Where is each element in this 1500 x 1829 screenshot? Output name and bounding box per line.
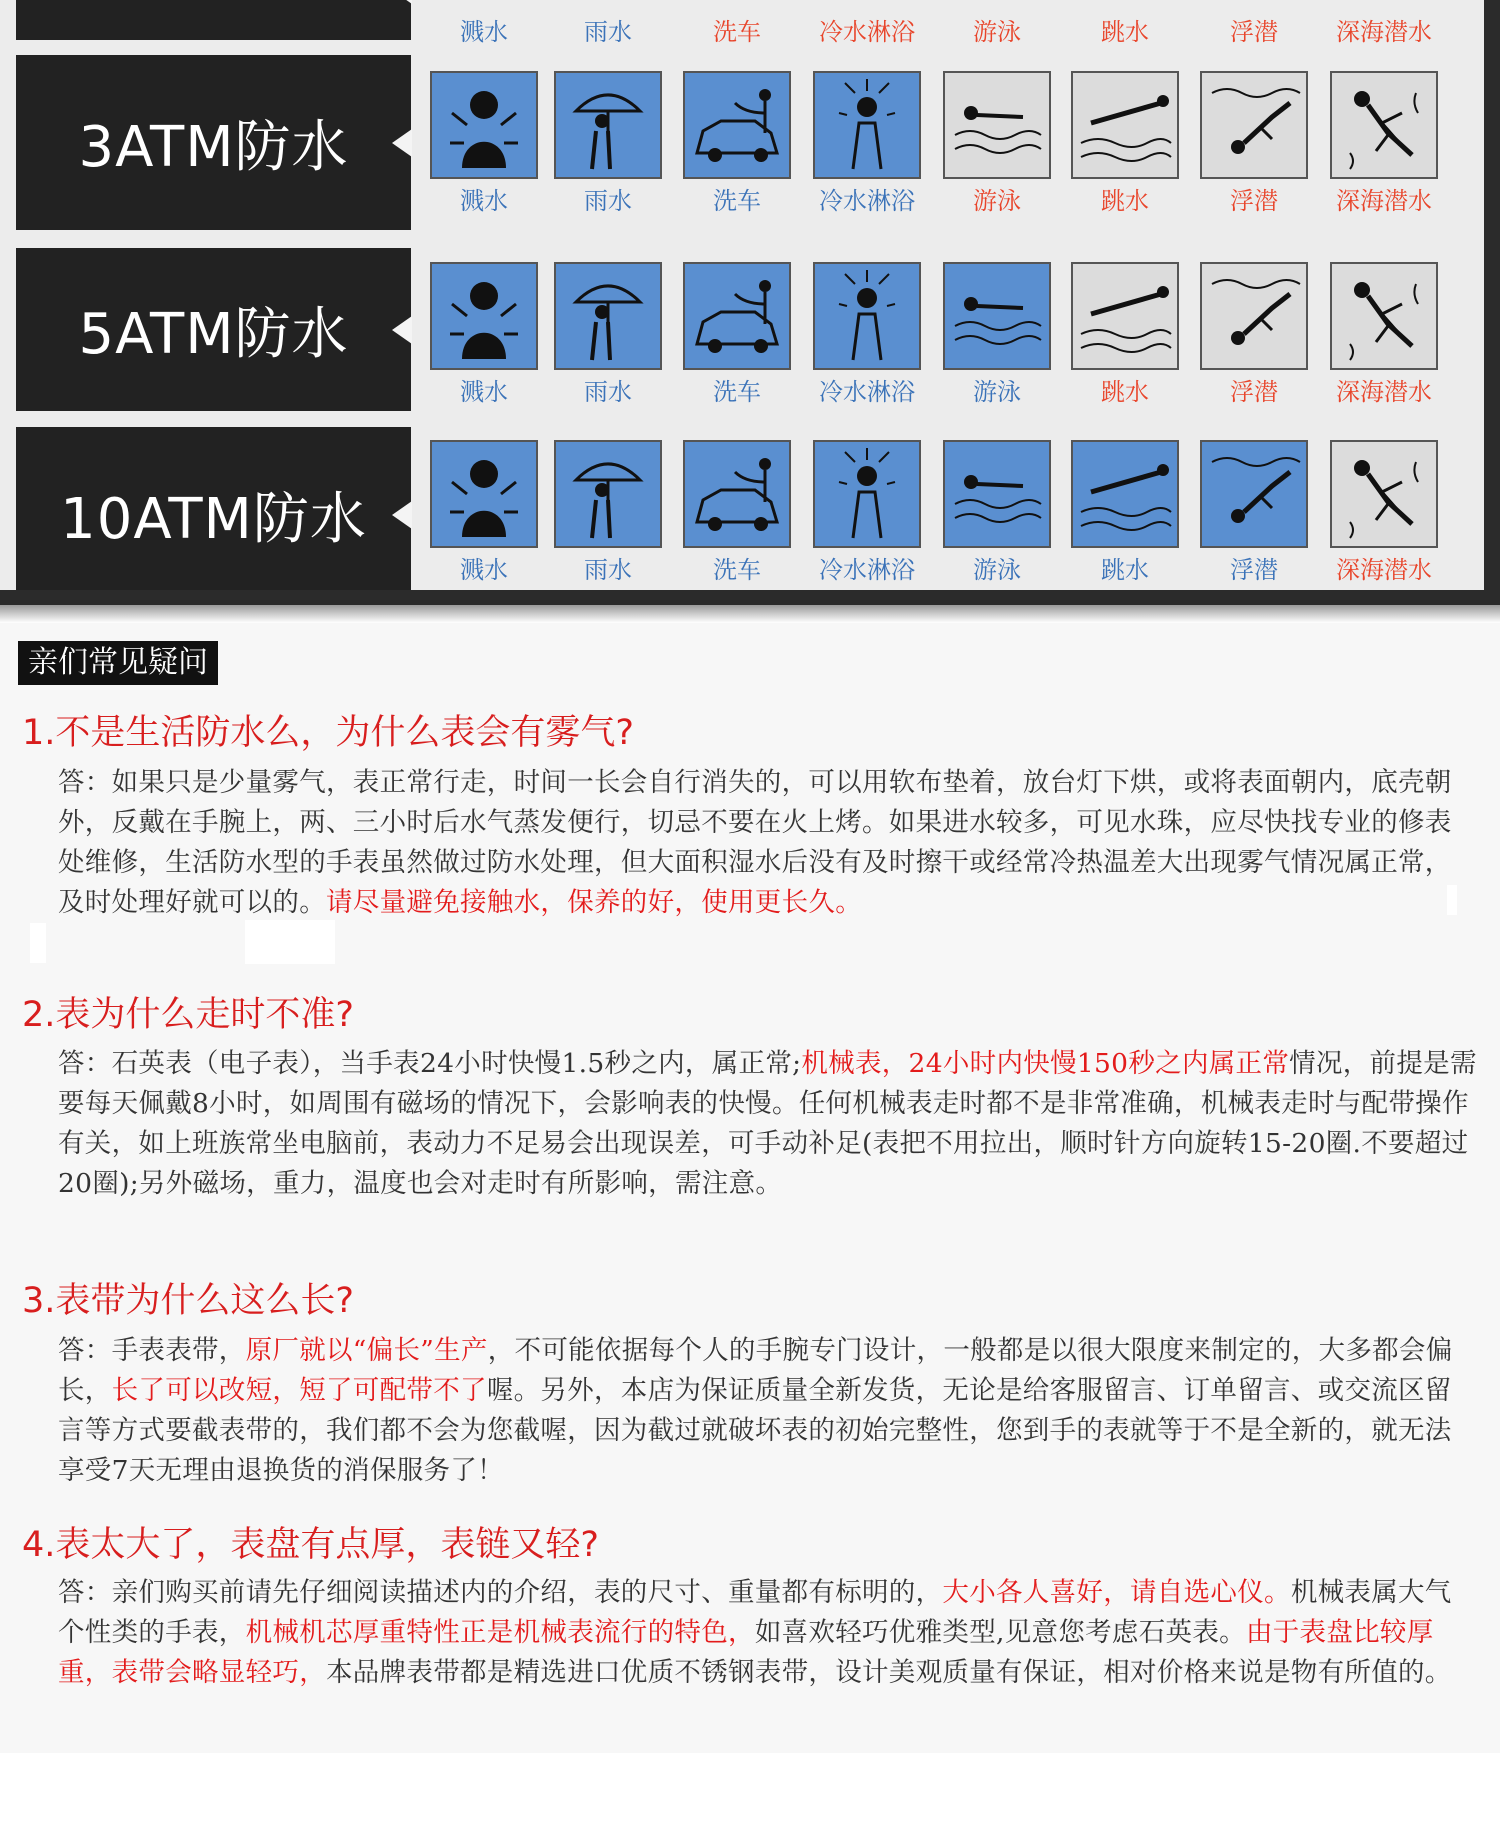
deep-dive-icon — [1330, 440, 1438, 548]
chart-border — [1484, 0, 1500, 612]
faq-question-1: 1.不是生活防水么，为什么表会有雾气? — [22, 713, 634, 753]
answer-text: 喔。另外，本店为保证质量全新发货，无论是给客服留言、订单留言、或交流区留言等方式要截表带的，我们都不会为您截喔，因为截过就破坏表的初始完整性，您到手的表就等于不是全新的，就无法享受7天无理由退换货的消保服务了！ — [58, 1375, 1452, 1486]
dive-icon — [1071, 440, 1179, 548]
activity-caption: 浮潜 — [1230, 556, 1278, 584]
activity-caption: 洗车 — [713, 18, 761, 46]
activity-caption: 雨水 — [584, 187, 632, 215]
activity-caption: 冷水淋浴 — [819, 18, 915, 46]
splash-icon — [430, 262, 538, 370]
deep-dive-icon — [1330, 71, 1438, 179]
atm-rating-label: 3ATM防水 — [16, 55, 411, 230]
activity-caption: 浮潜 — [1230, 187, 1278, 215]
answer-text: ，不可能依据每个人的手腕专门设计，一般都是以很大限度来制定的，大多都会偏长， — [58, 1335, 1453, 1406]
atm-rating-label — [16, 0, 411, 40]
rain-umbrella-icon — [554, 71, 662, 179]
atm-rating-label: 5ATM防水 — [16, 248, 411, 411]
splash-icon — [430, 440, 538, 548]
car-wash-icon — [683, 262, 791, 370]
answer-text: 如喜欢轻巧优雅类型,见意您考虑石英表。 — [754, 1617, 1246, 1648]
answer-text: 情况，前提是需要每天佩戴8小时，如周围有磁场的情况下，会影响表的快慢。任何机械表走时都不是非常准确，机械表走时与配带操作有关，如上班族常坐电脑前，表动力不足易会出现误差，可手动补足(表把不用拉出，顺时针方向旋转15-20圈.不要超过20圈);另外磁场，重力，温度也会对走时有所影响，需注意。 — [58, 1048, 1477, 1199]
answer-text: 本品牌表带都是精选进口优质不锈钢表带，设计美观质量有保证，相对价格来说是物有所值的。 — [326, 1657, 1452, 1688]
activity-caption: 跳水 — [1101, 18, 1149, 46]
rain-umbrella-icon — [554, 440, 662, 548]
activity-caption: 深海潜水 — [1336, 187, 1432, 215]
decor-block — [245, 920, 335, 964]
highlighted-text: 原厂就以“偏长”生产 — [245, 1335, 488, 1366]
water-resistance-chart — [0, 0, 1500, 612]
dive-icon — [1071, 262, 1179, 370]
highlighted-text: 机械机芯厚重特性正是机械表流行的特色， — [245, 1617, 755, 1648]
faq-question-3: 3.表带为什么这么长? — [22, 1281, 354, 1321]
activity-caption: 游泳 — [973, 556, 1021, 584]
swim-icon — [943, 440, 1051, 548]
faq-answer-1 — [58, 763, 1478, 923]
answer-text: 答：如果只是少量雾气，表正常行走，时间一长会自行消失的，可以用软布垫着，放台灯下烘，或将表面朝内，底壳朝外，反戴在手腕上，两、三小时后水气蒸发便行，切忌不要在火上烤。如果进水较多，可见水珠，应尽快找专业的修表处维修，生活防水型的手表虽然做过防水处理，但大面积湿水后没有及时擦干或经常冷热温差大出现雾气情况属正常，及时处理好就可以的。 — [58, 767, 1452, 918]
shower-icon — [813, 71, 921, 179]
activity-caption: 溅水 — [460, 378, 508, 406]
highlighted-text: 长了可以改短，短了可配带不了 — [111, 1375, 487, 1406]
faq-answer-4 — [58, 1573, 1478, 1693]
faq-answer-2 — [58, 1044, 1478, 1204]
faq-answer-3 — [58, 1331, 1478, 1491]
highlighted-text: 由于表盘比较厚重，表带会略显轻巧， — [58, 1617, 1434, 1688]
faq-question-2: 2.表为什么走时不准? — [22, 995, 354, 1035]
activity-caption: 冷水淋浴 — [819, 378, 915, 406]
faq-title: 亲们常见疑问 — [18, 641, 218, 685]
activity-caption: 游泳 — [973, 18, 1021, 46]
activity-caption: 溅水 — [460, 18, 508, 46]
activity-caption: 浮潜 — [1230, 18, 1278, 46]
car-wash-icon — [683, 71, 791, 179]
answer-text: 答：亲们购买前请先仔细阅读描述内的介绍，表的尺寸、重量都有标明的， — [58, 1577, 943, 1608]
decor-block — [1447, 885, 1457, 915]
activity-caption: 雨水 — [584, 18, 632, 46]
highlighted-text: 机械表，24小时内快慢150秒之内属正常 — [801, 1048, 1290, 1079]
chart-border — [0, 590, 1500, 605]
activity-caption: 雨水 — [584, 378, 632, 406]
activity-caption: 冷水淋浴 — [819, 187, 915, 215]
activity-caption: 洗车 — [713, 187, 761, 215]
shower-icon — [813, 262, 921, 370]
activity-caption: 跳水 — [1101, 187, 1149, 215]
splash-icon — [430, 71, 538, 179]
atm-rating-label: 10ATM防水 — [16, 427, 411, 603]
activity-caption: 溅水 — [460, 556, 508, 584]
activity-caption: 游泳 — [973, 378, 1021, 406]
decor-block — [30, 923, 46, 963]
chart-shadow — [0, 605, 1500, 623]
activity-caption: 溅水 — [460, 187, 508, 215]
snorkel-icon — [1200, 440, 1308, 548]
activity-caption: 雨水 — [584, 556, 632, 584]
snorkel-icon — [1200, 262, 1308, 370]
highlighted-text: 大小各人喜好，请自选心仪。 — [942, 1577, 1291, 1608]
snorkel-icon — [1200, 71, 1308, 179]
activity-caption: 深海潜水 — [1336, 18, 1432, 46]
activity-caption: 深海潜水 — [1336, 556, 1432, 584]
dive-icon — [1071, 71, 1179, 179]
answer-text: 机械表属大气个性类的手表， — [58, 1577, 1452, 1648]
activity-caption: 洗车 — [713, 378, 761, 406]
rain-umbrella-icon — [554, 262, 662, 370]
activity-caption: 浮潜 — [1230, 378, 1278, 406]
deep-dive-icon — [1330, 262, 1438, 370]
faq-section — [0, 623, 1500, 1753]
faq-question-4: 4.表太大了，表盘有点厚，表链又轻? — [22, 1525, 599, 1565]
activity-caption: 深海潜水 — [1336, 378, 1432, 406]
shower-icon — [813, 440, 921, 548]
activity-caption: 冷水淋浴 — [819, 556, 915, 584]
activity-caption: 洗车 — [713, 556, 761, 584]
highlighted-text: 请尽量避免接触水，保养的好，使用更长久。 — [326, 887, 862, 918]
car-wash-icon — [683, 440, 791, 548]
activity-caption: 跳水 — [1101, 556, 1149, 584]
swim-icon — [943, 262, 1051, 370]
swim-icon — [943, 71, 1051, 179]
answer-text: 答：石英表（电子表），当手表24小时快慢1.5秒之内，属正常; — [58, 1048, 802, 1079]
answer-text: 答：手表表带， — [58, 1335, 246, 1366]
activity-caption: 跳水 — [1101, 378, 1149, 406]
activity-caption: 游泳 — [973, 187, 1021, 215]
